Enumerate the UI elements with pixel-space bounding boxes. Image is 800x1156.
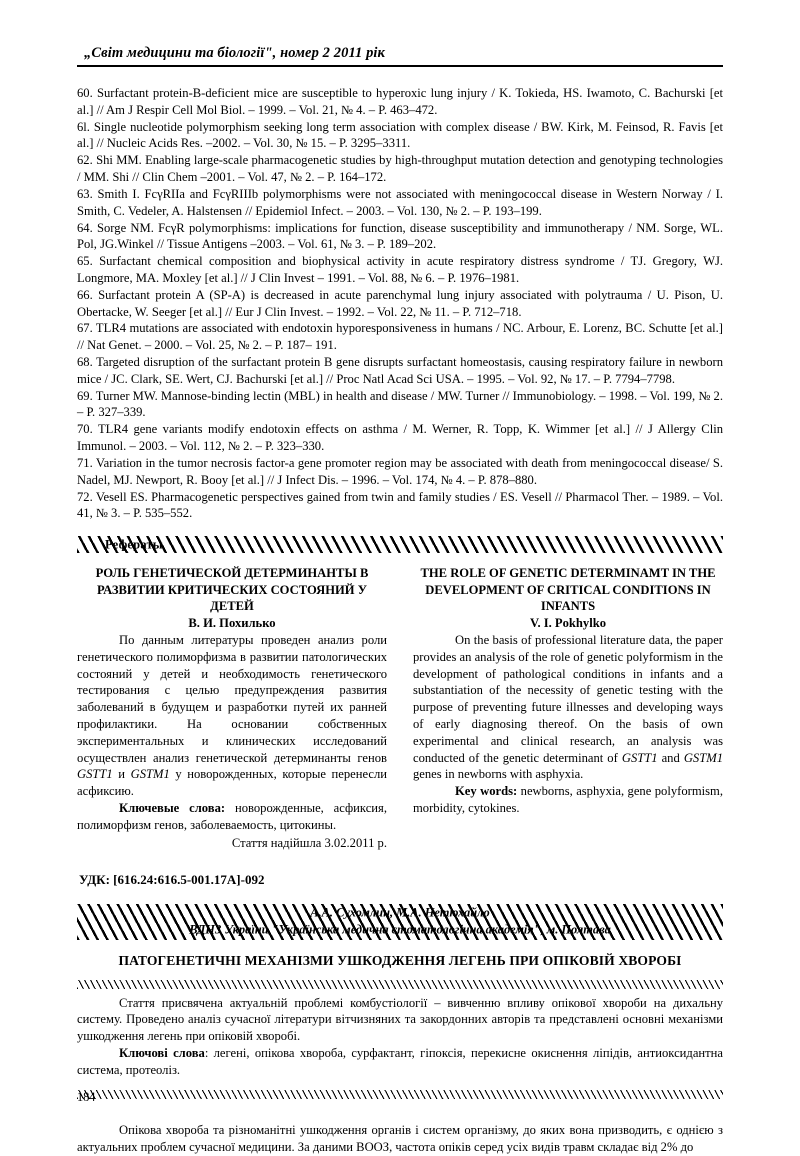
- abstract-en-title: THE ROLE OF GENETIC DETERMINAMT IN THE DEVELOPMENT OF CRITICAL CONDITIONS IN INFANTS: [420, 566, 716, 614]
- abstract-en-body-part1: On the basis of professional literature data, the paper provides an analysis of the role of genetic polyformism in the development of pathological conditions in infants and a substantiation of the necessity of genetic testing with the purpose of preventing future illnesses and developing ways of early diagnosing thereof. On the basis of own experimental and clinical research, an analysis was conducted of the genetic determinant of: [413, 632, 723, 765]
- article-authors-band: [77, 904, 723, 940]
- abstract-english: [413, 565, 723, 851]
- abstract-ru-received-date: Стаття надійшла 3.02.2011 р.: [231, 835, 387, 850]
- reference-item: 66. Surfactant protein A (SP-A) is decreased in acute parenchymal lung injury associated with polytrauma / U. Pison, U. Obertacke, W. Seeger [et al.] // Eur J Clin Invest. – 1992. – Vol. 22, № 11. – P. 712–718.: [77, 287, 723, 319]
- article-affiliation: ВДНЗ України "Українська медична стоматологічна академія", м. Полтава: [189, 922, 611, 937]
- abstract-ru-body-part1: По данным литературы проведен анализ роли генетического полиморфизма в развитии патологических состояний у детей и необходимость генетического тестирования с целью предупреждения развития заболеваний в будущем и разработки путей их ранней профилактики. На основании собственных экспериментальных и клинических исследований осуществлен анализ генетической детерминанты генов: [77, 632, 387, 765]
- page-content: [77, 0, 723, 1156]
- abstract-en-gene2: GSTM1: [683, 750, 723, 765]
- reference-item: 69. Turner MW. Mannose-binding lectin (MBL) in health and disease / MW. Turner // Immunobiology. – 1998. – Vol. 199, № 2. – P. 327–339.: [77, 388, 723, 420]
- reference-item: 68. Targeted disruption of the surfactant protein B gene disrupts surfactant homeostasis, causing respiratory failure in newborn mice / JC. Clark, SE. Wert, CJ. Bachurski [et al.] // Proc Natl Acad Sci USA. – 1995. – Vol. 92, № 17. – P. 7794–7798.: [77, 355, 723, 386]
- reference-item: 67. TLR4 mutations are associated with endotoxin hyporesponsiveness in humans / NC. Arbour, E. Lorenz, BC. Schutte [et al.] // Nat Genet. – 2000. – Vol. 25, № 2. – P. 187– 191.: [77, 321, 723, 353]
- reference-list: [77, 85, 723, 522]
- abstract-en-keywords: [413, 783, 723, 817]
- reference-item: 6l. Single nucleotide polymorphism seeking long term association with complex disease / BW. Kirk, M. Feinsod, R. Favis [et al.] // Nucleic Acids Res. –2002. – Vol. 30, № 15. – P. 3295–3311.: [77, 119, 723, 151]
- article-body-text: Опікова хвороба та різноманітні ушкодження органів і систем організму, до яких вона призводить, є однією з актуальних проблем сучасної медицини. За даними ВООЗ, частота опіків серед усіх видів травм складає від 2% до: [77, 1123, 723, 1155]
- reference-item: 64. Sorge NM. FcγR polymorphisms: implications for function, disease susceptibility and immunotherapy / NM. Sorge, WL. Pol, JG.Winkel // Tissue Antigens –2003. – Vol. 61, № 3. – P. 189–202.: [77, 220, 723, 252]
- article-keywords-text: : легені, опікова хвороба, сурфактант, гіпоксія, перекисне окиснення ліпідів, антиоксидантна система, протеоліз.: [77, 1046, 723, 1078]
- reference-item: 70. TLR4 gene variants modify endotoxin effects on asthma / M. Werner, R. Topp, K. Wimmer [et al.] // J Allergy Clin Immunol. – 2003. – Vol. 112, № 2. – P. 323–330.: [77, 422, 723, 454]
- article-keywords-label: Ключові слова: [119, 1046, 205, 1061]
- abstract-ru-keywords: [77, 800, 387, 834]
- article-abstract: Стаття присвячена актуальній проблемі комбустіології – вивченню впливу опікової хвороби на дихальну систему. Проведено аналіз сучасної літератури вітчизняних та закордонних авторів та представлені основні механізми ушкодження легень при опіковій хворобі.: [77, 995, 723, 1044]
- abstract-en-author: V. I. Pokhylko: [529, 615, 607, 630]
- abstract-ru-gene2: GSTM1: [130, 767, 170, 782]
- running-head: „Світ медицини та біології", номер 2 2011 рік: [84, 45, 385, 61]
- article-abstract-top-rule: [77, 980, 723, 989]
- udc-code: УДК: [616.24:616.5-001.17А]-092: [79, 871, 265, 887]
- abstracts-columns: [77, 565, 723, 851]
- reference-item: 60. Surfactant protein-B-deficient mice are susceptible to hyperoxic lung injury / K. Tokieda, HS. Iwamoto, C. Bachurski [et al.] // Am J Respir Cell Mol Biol. – 1999. – Vol. 21, № 4. – P. 463–472.: [77, 86, 723, 117]
- article-keywords: [77, 1045, 723, 1079]
- abstract-en-body-part2: genes in newborns with asphyxia.: [413, 767, 584, 782]
- article-title: ПАТОГЕНЕТИЧНІ МЕХАНІЗМИ УШКОДЖЕННЯ ЛЕГЕНЬ ПРИ ОПІКОВІЙ ХВОРОБІ: [118, 952, 682, 968]
- running-head-rule: [77, 65, 723, 67]
- abstract-en-body: [413, 632, 723, 783]
- article-authors-band-lines: [77, 904, 723, 939]
- page-number: 184: [77, 1090, 96, 1104]
- abstract-ru-body-part2: у новорожденных, которые перенесли асфиксию.: [77, 767, 387, 799]
- article-authors: А.А. Сухомлин, М.А. Нетюхайло: [310, 904, 490, 919]
- abstracts-band-label: Рефераты: [105, 537, 163, 552]
- abstract-en-body-mid: and: [657, 750, 684, 765]
- article-abstract-bottom-rule: [77, 1090, 723, 1099]
- abstract-en-gene1: GSTT1: [621, 750, 658, 765]
- abstract-ru-body-mid: и: [112, 767, 131, 782]
- abstract-ru-keywords-text: новорожденные, асфиксия, полиморфизм генов, заболеваемость, цитокины.: [77, 801, 387, 832]
- abstract-russian: [77, 565, 387, 851]
- reference-item: 71. Variation in the tumor necrosis factor-a gene promoter region may be associated with death from meningococcal disease/ S. Nadel, MJ. Newport, R. Booy [et al.] // J Infect Dis. – 1996. – Vol. 174, № 4. – P. 878–880.: [77, 455, 723, 487]
- reference-item: 63. Smith I. FcγRIIa and FcγRIIIb polymorphisms were not associated with meningococcal disease in Western Norway / I. Smith, C. Vedeler, A. Halstensen // Epidemiol Infect. – 2003. – Vol. 130, № 2. – P. 193–199.: [77, 186, 723, 218]
- abstract-ru-body: [77, 632, 387, 800]
- abstract-en-keywords-label: Key words:: [455, 784, 518, 799]
- abstract-en-keywords-text: newborns, asphyxia, gene polyformism, morbidity, cytokines.: [413, 784, 723, 816]
- reference-item: 72. Vesell ES. Pharmacogenetic perspectives gained from twin and family studies / ES. Vesell // Pharmacol Ther. – 1989. – Vol. 41, № 3. – P. 535–552.: [77, 489, 723, 521]
- abstracts-section-band: [77, 536, 723, 553]
- reference-item: 62. Shi MM. Enabling large-scale pharmacogenetic studies by high-throughput mutation detection and genotyping technologies / MM. Shi // Clin Chem –2001. – Vol. 47, № 2. – P. 164–172.: [77, 153, 723, 185]
- abstract-ru-gene1: GSTT1: [77, 767, 113, 782]
- abstract-ru-title: РОЛЬ ГЕНЕТИЧЕСКОЙ ДЕТЕРМИНАНТЫ В РАЗВИТИИ КРИТИЧЕСКИХ СОСТОЯНИЙ У ДЕТЕЙ: [95, 566, 369, 614]
- abstract-ru-author: В. И. Похилько: [188, 615, 276, 630]
- abstract-ru-keywords-label: Ключевые слова:: [119, 801, 226, 816]
- reference-item: 65. Surfactant chemical composition and biophysical activity in acute respiratory distress syndrome / TJ. Gregory, WJ. Longmore, MA. Moxley [et al.] // J Clin Invest – 1991. – Vol. 88, № 6. – P. 1976–1981.: [77, 254, 723, 285]
